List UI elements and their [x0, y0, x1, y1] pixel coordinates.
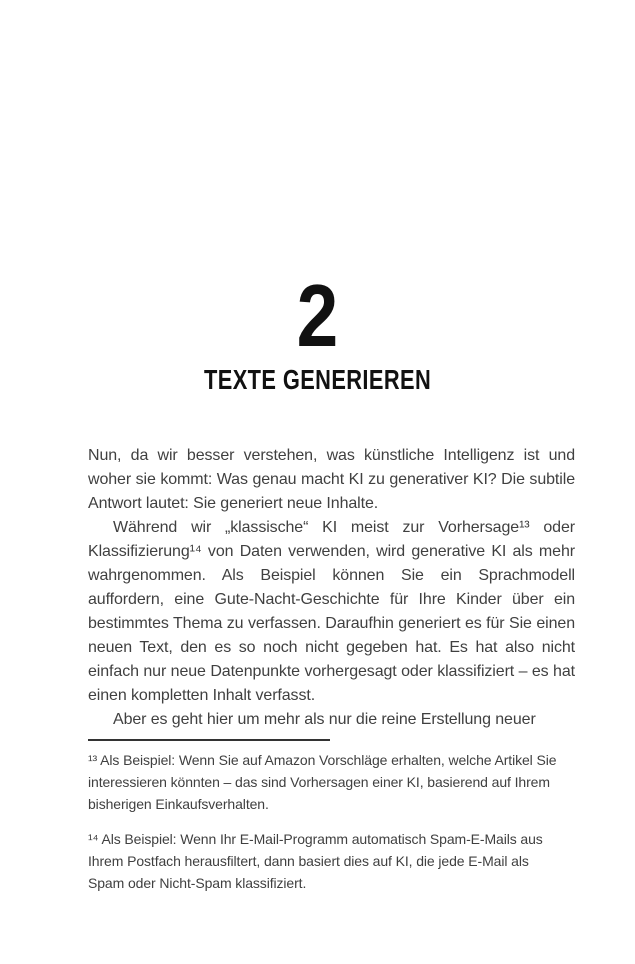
footnote-area — [88, 739, 575, 894]
footnote-divider — [88, 739, 330, 741]
footnote: ¹⁴ Als Beispiel: Wenn Ihr E-Mail-Programm automatisch Spam-E-Mails aus Ihrem Postfach herausfiltert, dann basiert dies auf KI, die jede E-Mail als Spam oder Nicht-Spam klassifiziert. — [88, 831, 543, 891]
body-paragraph: Während wir „klassische“ KI meist zur Vorhersage¹³ oder Klassifizierung¹⁴ von Daten verwenden, wird generative KI als mehr wahrgenommen. Als Beispiel können Sie ein Sprachmodell auffordern, eine Gute-Nacht-Geschichte für Ihre Kinder über ein bestimmtes Thema zu verfassen. Daraufhin generiert es für Sie einen neuen Text, den es so noch nicht gegeben hat. Es hat also nicht einfach nur neue Datenpunkte vorhergesagt oder klassifiziert – es hat einen kompletten Inhalt verfasst. — [88, 519, 575, 704]
chapter-number-text: 2 — [296, 266, 339, 365]
chapter-title-text: TEXTE GENERIEREN — [203, 364, 432, 395]
chapter-number — [0, 266, 635, 365]
footnote: ¹³ Als Beispiel: Wenn Sie auf Amazon Vorschläge erhalten, welche Artikel Sie interessieren könnten – das sind Vorhersagen einer KI, basierend auf Ihrem bisherigen Einkaufsverhalten. — [88, 752, 557, 812]
body-paragraph: Aber es geht hier um mehr als nur die reine Erstellung neuer — [113, 711, 536, 728]
chapter-title — [0, 366, 635, 394]
body-paragraph: Nun, da wir besser verstehen, was künstliche Intelligenz ist und woher sie kommt: Was genau macht KI zu generativer KI? Die subtile Antwort lautet: Sie generiert neue Inhalte. — [88, 447, 575, 512]
body-text — [88, 444, 575, 732]
